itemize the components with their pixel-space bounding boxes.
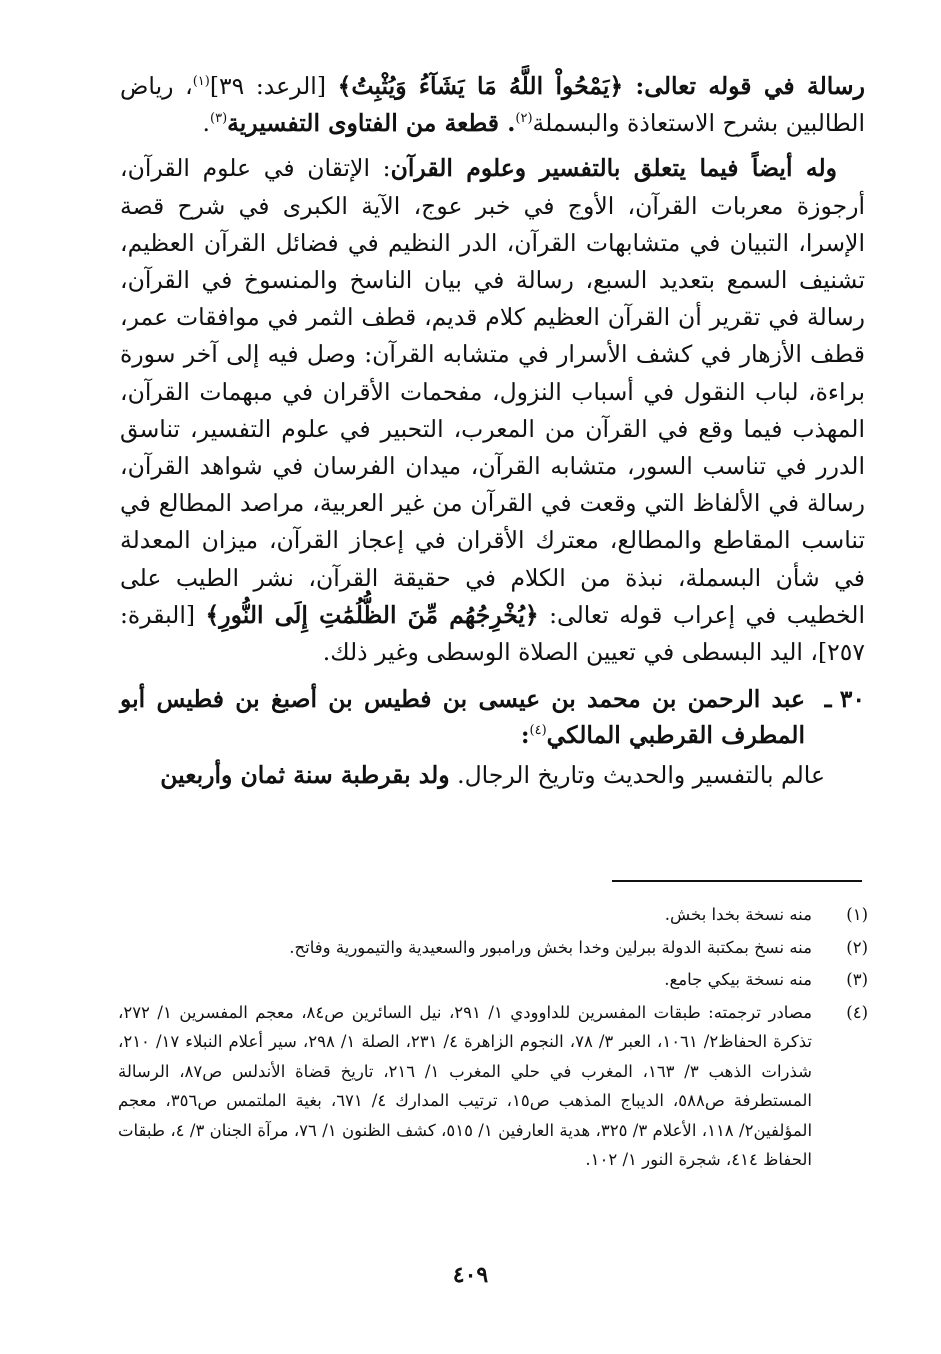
footnote-text: منه نسخة بيكي جامع. xyxy=(664,970,812,989)
footnote-marker: (٢) xyxy=(515,111,533,127)
page-body xyxy=(120,68,865,794)
bold-intro: وله أيضاً فيما يتعلق بالتفسير وعلوم القرآن xyxy=(390,154,837,183)
paragraph-2 xyxy=(120,150,865,671)
quran-verse: ﴿يُخْرِجُهُم مِّنَ الظُّلُمَٰتِ إِلَى النُّورِ﴾ xyxy=(205,600,539,629)
entry-heading xyxy=(120,681,865,753)
footnotes xyxy=(118,900,868,1178)
text-run: ، رياض الطالبين بشرح الاستعاذة والبسملة xyxy=(120,72,865,138)
entry-name: عبد الرحمن بن محمد بن عيسى بن فطيس بن أصبغ بن فطيس أبو المطرف القرطبي المالكي xyxy=(120,685,805,750)
text-run: [البقرة: ٢٥٧]، اليد البسطى في تعيين الصلاة الوسطى وغير ذلك. xyxy=(120,600,865,667)
text-run: عالم بالتفسير والحديث وتاريخ الرجال. xyxy=(449,761,825,790)
footnote-text: منه نسخ بمكتبة الدولة ببرلين وخدا بخش ورامبور والسعيدية والتيمورية وفاتح. xyxy=(289,937,812,957)
paragraph-1 xyxy=(120,68,865,142)
text-run: رسالة في قوله تعالى: xyxy=(623,72,865,100)
footnote xyxy=(118,998,868,1175)
footnote xyxy=(118,900,868,930)
page-number: ٤٠٩ xyxy=(452,1262,489,1288)
footnote-text: مصادر ترجمته: طبقات المفسرين للداوودي ١/ ٢٩١، نيل السائرين ص٨٤، معجم المفسرين ١/ ٢٧٢، تذكرة الحفاظ٢/ ١٠٦١، العبر ٣/ ٧٨، النجوم الزاهرة ٤/ ٢٣١، الصلة ١/ ٢٩٨، سير أعلام النبلاء ١٧/ ٢١٠، شذرات الذهب ٣/ ١٦٣، المغرب في حلي المغرب ١/ ٢١٦، تاريخ قضاة الأندلس ص٨٧، الرسالة المستطرفة ص٥٨٨، الديباج المذهب ص١٥، ترتيب المدارك ٤/ ٦٧١، بغية الملتمس ص٣٥٦، معجم المؤلفين٢/ ١١٨، الأعلام ٣/ ٣٢٥، هدية العارفين ١/ ٥١٥، كشف الظنون ١/ ٧٦، مرآة الجنان ٣/ ٤، طبقات الحفاظ ٤١٤، شجرة النور ١/ ١٠٢. xyxy=(118,1002,813,1169)
text-run: . قطعة من الفتاوى التفسيرية xyxy=(227,109,516,138)
footnote-number: (٢) xyxy=(846,937,868,957)
footnote-marker: (١) xyxy=(192,74,210,90)
text-run-bold: ولد بقرطبة سنة ثمان وأربعين xyxy=(160,761,450,790)
footnote-separator xyxy=(612,880,862,882)
footnote-number: (٣) xyxy=(846,970,868,989)
footnote-number: (١) xyxy=(846,905,868,924)
footnote-marker: (٣) xyxy=(210,111,228,127)
footnote-text: منه نسخة بخدا بخش. xyxy=(664,905,812,924)
verse-reference: [الرعد: ٣٩] xyxy=(209,72,338,100)
footnote xyxy=(118,933,868,963)
footnote-number: (٤) xyxy=(846,1002,868,1022)
text-run: . xyxy=(202,109,211,138)
footnote-marker: (٤) xyxy=(529,723,547,739)
paragraph-3 xyxy=(120,757,865,794)
entry-number: ٣٠ ـ xyxy=(824,685,865,714)
footnote xyxy=(118,965,868,995)
quran-verse: ﴿يَمْحُواْ اللَّهُ مَا يَشَآءُ وَيُثْبِتُ﴾ xyxy=(337,72,624,100)
text-run: : الإتقان في علوم القرآن، أرجوزة معربات القرآن، الأوج في خبر عوج، الآية الكبرى في شرح قصة الإسرا، التبيان في متشابهات القرآن، الدر النظيم في فضائل القرآن العظيم، تشنيف السمع بتعديد السبع، رسالة في بيان الناسخ والمنسوخ في القرآن، رسالة في تقرير أن القرآن العظيم كلام قديم، قطف الثمر في موافقات عمر، قطف الأزهار في كشف الأسرار في متشابه القرآن: وصل فيه إلى آخر سورة براءة، لباب النقول في أسباب النزول، مفحمات الأقران في مبهمات القرآن، المهذب فيما وقع في القرآن من المعرب، التحبير في علوم التفسير، تناسق الدرر في تناسب السور، متشابه القرآن، ميدان الفرسان في شواهد القرآن، رسالة في الألفاظ التي وقعت في القرآن من غير العربية، مراصد المطالع في تناسب المقاطع والمطالع، معترك الأقران في إعجاز القرآن، ميزان المعدلة في شأن البسملة، نبذة من الكلام في حقيقة القرآن، نشر الطيب على الخطيب في إعراب قوله تعالى: xyxy=(120,154,865,629)
entry-colon: : xyxy=(520,721,530,750)
